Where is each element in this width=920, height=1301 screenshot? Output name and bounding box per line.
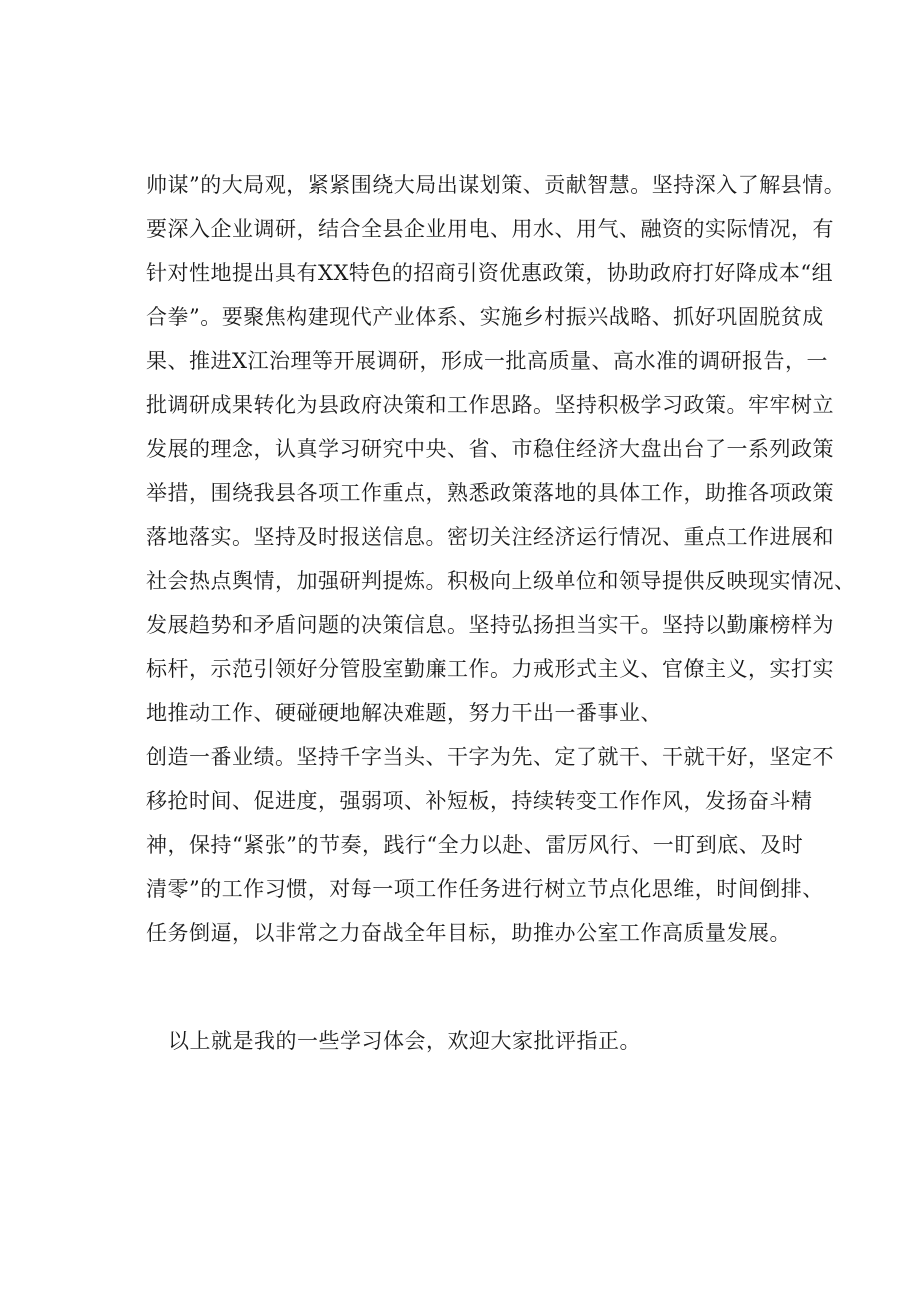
paragraph-line: 发展趋势和矛盾问题的决策信息。坚持弘扬担当实干。坚持以勤廉榜样为 (146, 613, 834, 637)
closing-sentence: 以上就是我的一些学习体会，欢迎大家批评指正。 (168, 1029, 641, 1053)
paragraph-line: 标杆，示范引领好分管股室勤廉工作。力戒形式主义、官僚主义，实打实 (146, 657, 834, 681)
paragraph-line: 移抢时间、促进度，强弱项、补短板，持续转变工作作风，发扬奋斗精 (146, 789, 813, 813)
paragraph-line: 帅谋”的大局观，紧紧围绕大局出谋划策、贡献智慧。坚持深入了解县情。 (146, 173, 846, 197)
paragraph-line: 发展的理念，认真学习研究中央、省、市稳住经济大盘出台了一系列政策 (146, 437, 834, 461)
paragraph-line: 批调研成果转化为县政府决策和工作思路。坚持积极学习政策。牢牢树立 (146, 393, 834, 417)
paragraph-line: 要深入企业调研，结合全县企业用电、用水、用气、融资的实际情况，有 (146, 217, 834, 241)
paragraph-line: 果、推进X江治理等开展调研，形成一批高质量、高水准的调研报告，一 (146, 349, 828, 373)
paragraph-line: 社会热点舆情，加强研判提炼。积极向上级单位和领导提供反映现实情况、 (146, 569, 856, 593)
paragraph-line: 针对性地提出具有XX特色的招商引资优惠政策，协助政府打好降成本“组 (146, 261, 834, 285)
paragraph-line: 创造一番业绩。坚持千字当头、干字为先、定了就干、干就干好，坚定不 (146, 745, 834, 769)
paragraph-line: 举措，围绕我县各项工作重点，熟悉政策落地的具体工作，助推各项政策 (146, 481, 834, 505)
paragraph-line: 地推动工作、硬碰硬地解决难题，努力干出一番事业、 (146, 701, 662, 725)
paragraph-line: 清零”的工作习惯，对每一项工作任务进行树立节点化思维，时间倒排、 (146, 877, 824, 901)
paragraph-line: 任务倒逼，以非常之力奋战全年目标，助推办公室工作高质量发展。 (146, 921, 791, 945)
paragraph-line: 落地落实。坚持及时报送信息。密切关注经济运行情况、重点工作进展和 (146, 525, 834, 549)
paragraph-line: 合拳”。要聚焦构建现代产业体系、实施乡村振兴战略、抓好巩固脱贫成 (146, 305, 824, 329)
paragraph-line: 神，保持“紧张”的节奏，践行“全力以赴、雷厉风行、一盯到底、及时 (146, 833, 804, 857)
